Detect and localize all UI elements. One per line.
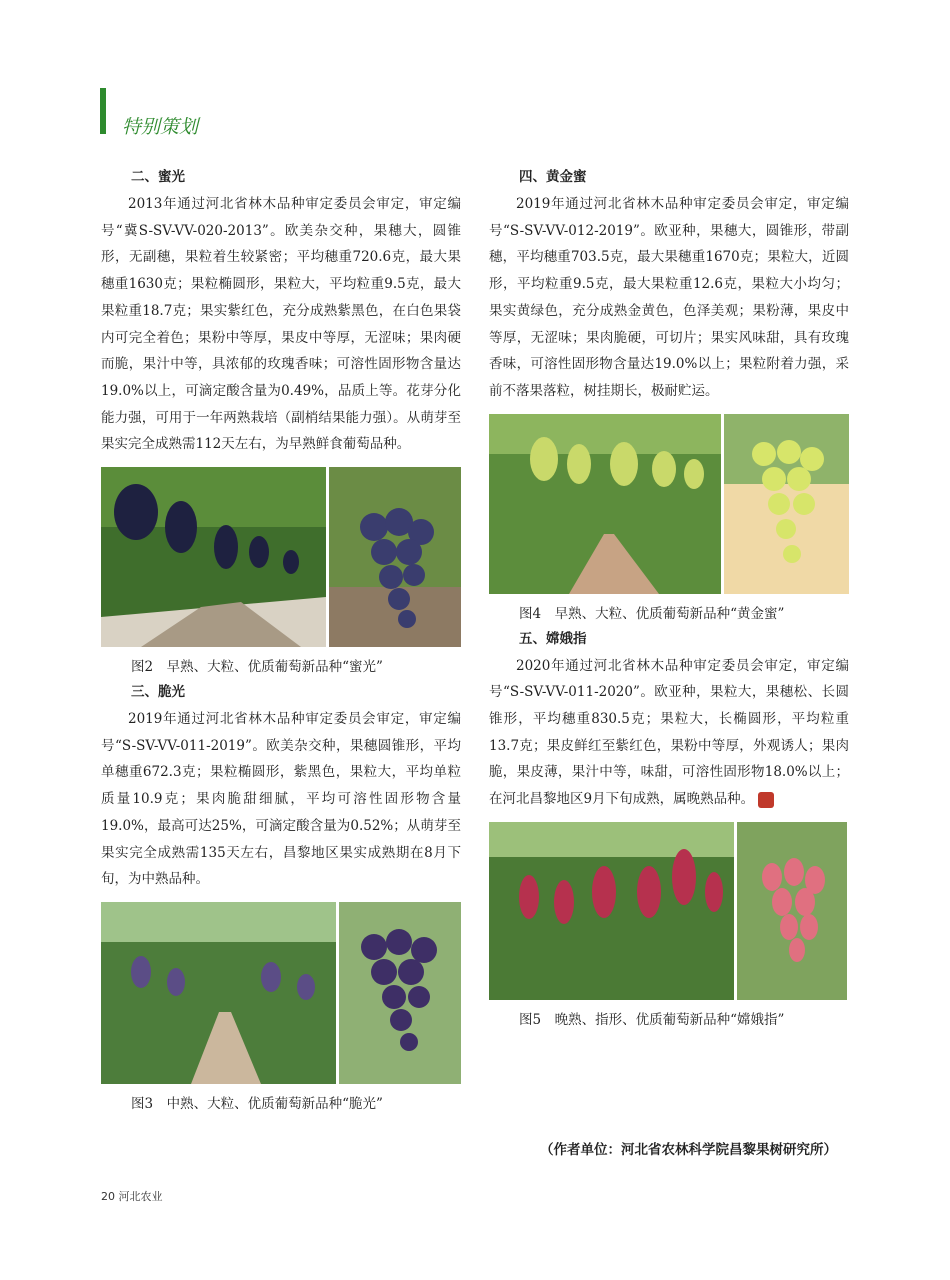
body-cuiguang: 2019年通过河北省林木品种审定委员会审定，审定编号“S-SV-VV-011-2019”。欧美杂交种，果穗圆锥形，平均单穗重672.3克；果粒椭圆形，紫黑色，果粒大，平均单粒质量10.9克；果肉脆甜细腻，平均可溶性固形物含量19.0%，最高可达25%，可滴定酸含量为0.52%；从萌芽至果实完全成熟需135天左右，昌黎地区果实成熟期在8月下旬，为中熟品种。 bbox=[101, 711, 461, 888]
caption-figure-3: 图3 中熟、大粒、优质葡萄新品种“脆光” bbox=[131, 1095, 383, 1112]
right-column bbox=[489, 163, 849, 1031]
caption-figure-4: 图4 早熟、大粒、优质葡萄新品种“黄金蜜” bbox=[519, 605, 785, 622]
left-column bbox=[101, 163, 461, 1115]
section-title: 特别策划 bbox=[122, 116, 199, 138]
seal-stamp-icon bbox=[758, 792, 774, 808]
photo-huangjinmi-vineyard bbox=[489, 414, 721, 594]
body-huangjinmi: 2019年通过河北省林木品种审定委员会审定，审定编号“S-SV-VV-012-2019”。欧亚种，果穗大，圆锥形，带副穗，平均穗重703.5克，最大果穗重1670克；果粒大，近圆形，平均粒重9.5克，最大果粒重12.6克，果粒大小均匀；果实黄绿色，充分成熟金黄色，色泽美观；果粉薄，果皮中等厚，无涩味；果肉脆硬，可切片；果实风味甜，具有玫瑰香味，可溶性固形物含量达19.0%以上；果粒附着力强，采前不落果落粒，树挂期长，极耐贮运。 bbox=[489, 196, 849, 399]
photo-chang-e-zhi-vineyard bbox=[489, 822, 734, 1000]
body-chang-e-zhi: 2020年通过河北省林木品种审定委员会审定，审定编号“S-SV-VV-011-2020”。欧亚种，果粒大，果穗松、长圆锥形，平均穗重830.5克；果粒大，长椭圆形，平均粒重13.7克；果皮鲜红至紫红色，果粉中等厚，外观诱人；果肉脆，果皮薄，果汁中等，味甜，可溶性固形物18.0%以上；在河北昌黎地区9月下旬成熟，属晚熟品种。 bbox=[489, 657, 849, 808]
heading-chang-e-zhi: 五、嫦娥指 bbox=[519, 630, 587, 647]
photo-cuiguang-greenhouse bbox=[101, 902, 336, 1084]
figure-5 bbox=[489, 822, 849, 1000]
heading-cuiguang: 三、脆光 bbox=[131, 684, 185, 701]
photo-cuiguang-cluster bbox=[339, 902, 461, 1084]
page-footer bbox=[101, 1188, 163, 1204]
section-accent-bar bbox=[100, 88, 106, 134]
caption-figure-2: 图2 早熟、大粒、优质葡萄新品种“蜜光” bbox=[131, 659, 383, 676]
photo-miguang-vineyard bbox=[101, 467, 326, 647]
heading-huangjinmi: 四、黄金蜜 bbox=[519, 169, 587, 185]
photo-huangjinmi-cluster bbox=[724, 414, 849, 594]
page-number: 20 bbox=[101, 1190, 115, 1203]
journal-name: 河北农业 bbox=[118, 1190, 163, 1203]
figure-3 bbox=[101, 902, 461, 1084]
author-affiliation: （作者单位：河北省农林科学院昌黎果树研究所） bbox=[540, 1142, 837, 1158]
figure-2 bbox=[101, 467, 461, 647]
caption-figure-5: 图5 晚熟、指形、优质葡萄新品种“嫦娥指” bbox=[519, 1011, 785, 1028]
figure-4 bbox=[489, 414, 849, 594]
photo-chang-e-zhi-cluster bbox=[737, 822, 847, 1000]
photo-miguang-cluster bbox=[329, 467, 461, 647]
heading-miguang: 二、蜜光 bbox=[131, 169, 185, 185]
body-miguang: 2013年通过河北省林木品种审定委员会审定，审定编号“冀S-SV-VV-020-2013”。欧美杂交种，果穗大，圆锥形，无副穗，果粒着生较紧密；平均穗重720.6克，最大果穗重1630克；果粒椭圆形，果粒大，平均粒重9.5克，最大果粒重18.7克；果实紫红色，充分成熟紫黑色，在白色果袋内可完全着色；果粉中等厚，果皮中等厚，无涩味；果肉硬而脆，果汁中等，具浓郁的玫瑰香味；可溶性固形物含量达19.0%以上，可滴定酸含量为0.49%，品质上等。花芽分化能力强，可用于一年两熟栽培（副梢结果能力强）。从萌芽至果实完全成熟需112天左右，为早熟鲜食葡萄品种。 bbox=[101, 196, 461, 453]
